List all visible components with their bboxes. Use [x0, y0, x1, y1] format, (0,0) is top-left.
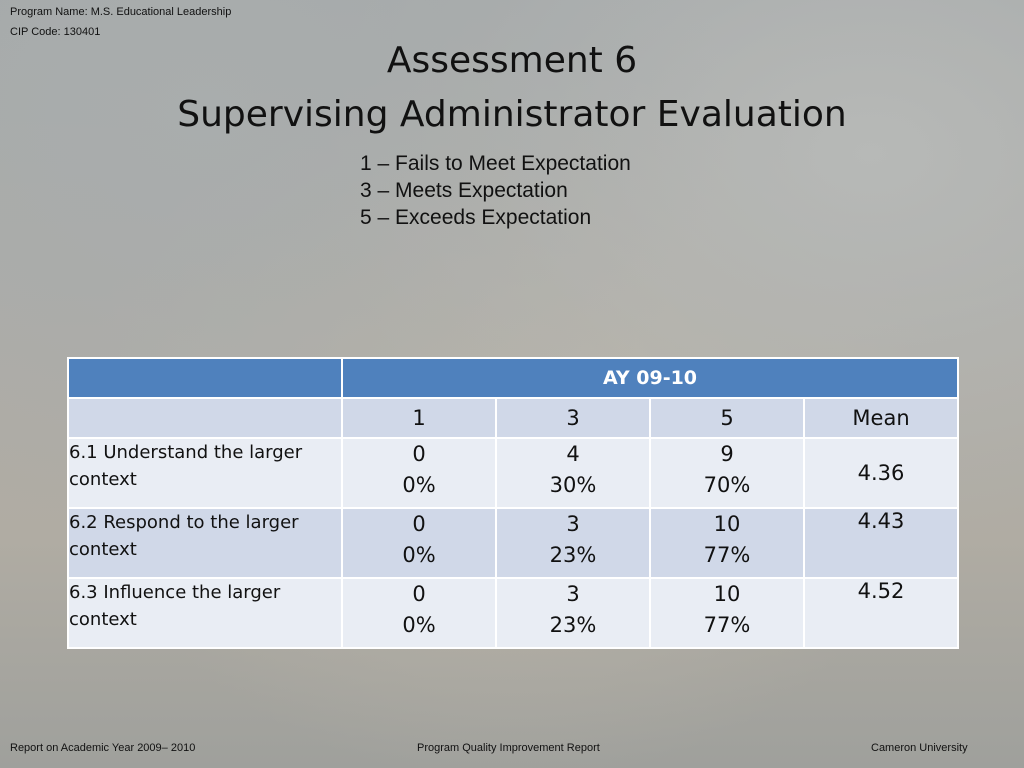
score-percent: 77% — [703, 613, 751, 637]
cip-code: CIP Code: 130401 — [10, 26, 101, 38]
results-table — [67, 357, 959, 649]
slide-subtitle: Supervising Administrator Evaluation — [177, 94, 847, 135]
score-5-cell — [650, 508, 804, 578]
score-1-cell — [342, 508, 496, 578]
score-count: 3 — [566, 512, 580, 536]
score-count: 0 — [412, 512, 426, 536]
score-count: 9 — [720, 442, 734, 466]
subheader-blank-cell — [68, 398, 342, 438]
table-header-row — [68, 358, 958, 398]
column-header-1: 1 — [342, 398, 496, 438]
academic-year-header: AY 09-10 — [342, 358, 958, 398]
mean-cell: 4.52 — [804, 578, 958, 648]
score-count: 10 — [713, 582, 741, 606]
score-percent: 0% — [402, 613, 436, 637]
mean-cell: 4.43 — [804, 508, 958, 578]
score-count: 10 — [713, 512, 741, 536]
footer-report-name: Program Quality Improvement Report — [417, 742, 600, 754]
header-blank-cell — [68, 358, 342, 398]
score-3-cell — [496, 578, 650, 648]
score-1-cell — [342, 438, 496, 508]
table-subheader-row — [68, 398, 958, 438]
legend-item-3: 3 – Meets Expectation — [360, 179, 568, 202]
column-header-mean: Mean — [804, 398, 958, 438]
table-row — [68, 438, 958, 508]
footer-report-year: Report on Academic Year 2009– 2010 — [10, 742, 196, 754]
score-percent: 23% — [549, 543, 597, 567]
footer-institution: Cameron University — [871, 742, 968, 754]
score-3-cell — [496, 438, 650, 508]
row-label: 6.1 Understand the larger context — [68, 438, 342, 508]
table-row — [68, 508, 958, 578]
score-percent: 23% — [549, 613, 597, 637]
table-row — [68, 578, 958, 648]
score-count: 0 — [412, 442, 426, 466]
score-3-cell — [496, 508, 650, 578]
score-percent: 70% — [703, 473, 751, 497]
score-5-cell — [650, 578, 804, 648]
score-5-cell — [650, 438, 804, 508]
score-count: 4 — [566, 442, 580, 466]
score-count: 3 — [566, 582, 580, 606]
row-label: 6.2 Respond to the larger context — [68, 508, 342, 578]
mean-cell: 4.36 — [804, 438, 958, 508]
program-name: Program Name: M.S. Educational Leadership — [10, 6, 232, 18]
column-header-5: 5 — [650, 398, 804, 438]
score-percent: 77% — [703, 543, 751, 567]
score-percent: 0% — [402, 473, 436, 497]
column-header-3: 3 — [496, 398, 650, 438]
score-percent: 30% — [549, 473, 597, 497]
score-percent: 0% — [402, 543, 436, 567]
score-1-cell — [342, 578, 496, 648]
row-label: 6.3 Influence the larger context — [68, 578, 342, 648]
legend-item-1: 1 – Fails to Meet Expectation — [360, 152, 631, 175]
legend-item-5: 5 – Exceeds Expectation — [360, 206, 592, 229]
slide-title: Assessment 6 — [386, 40, 638, 81]
score-count: 0 — [412, 582, 426, 606]
